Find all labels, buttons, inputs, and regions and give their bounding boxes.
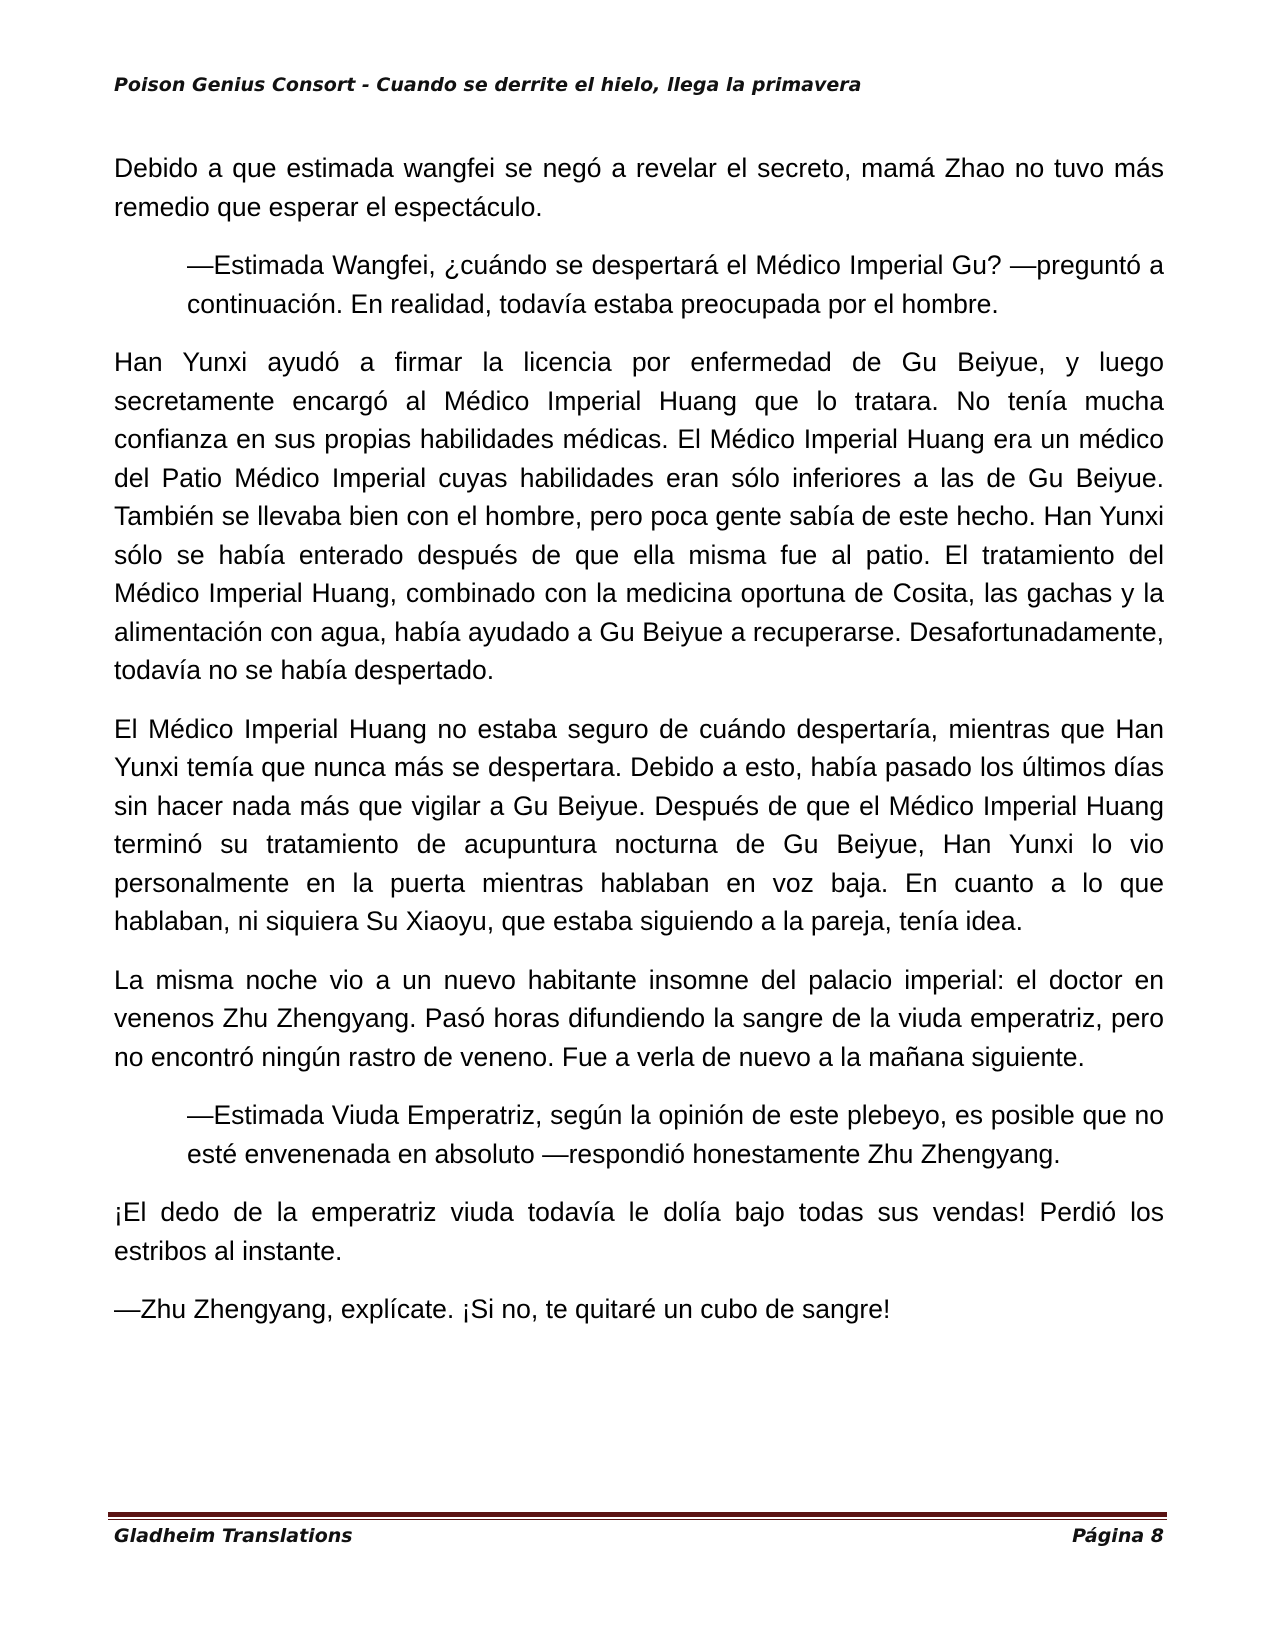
page-footer	[114, 1525, 1164, 1547]
footer-page-number: Página 8	[1072, 1525, 1164, 1547]
dialogue-paragraph: —Estimada Viuda Emperatriz, según la opinión de este plebeyo, es posible que no esté envenenada en absoluto —respondió honestamente Zhu Zhengyang.	[187, 1100, 1164, 1169]
paragraph: El Médico Imperial Huang no estaba seguro de cuándo despertaría, mientras que Han Yunxi temía que nunca más se despertara. Debido a esto, había pasado los últimos días sin hacer nada más que vigilar a Gu Beiyue. Después de que el Médico Imperial Huang terminó su tratamiento de acupuntura nocturna de Gu Beiyue, Han Yunxi lo vio personalmente en la puerta mientras hablaban en voz baja. En cuanto a lo que hablaban, ni siquiera Su Xiaoyu, que estaba siguiendo a la pareja, tenía idea.	[114, 713, 1164, 936]
footer-divider-thick	[108, 1512, 1167, 1517]
dialogue-paragraph: —Estimada Wangfei, ¿cuándo se despertará el Médico Imperial Gu? —preguntó a continuación. En realidad, todavía estaba preocupada por el hombre.	[187, 250, 1164, 319]
dialogue-paragraph: —Zhu Zhengyang, explícate. ¡Si no, te quitaré un cubo de sangre!	[114, 1294, 891, 1324]
page-body	[114, 149, 1164, 1349]
paragraph: Debido a que estimada wangfei se negó a revelar el secreto, mamá Zhao no tuvo más remedio que esperar el espectáculo.	[114, 153, 1164, 222]
paragraph: Han Yunxi ayudó a firmar la licencia por enfermedad de Gu Beiyue, y luego secretamente encargó al Médico Imperial Huang que lo tratara. No tenía mucha confianza en sus propias habilidades médicas. El Médico Imperial Huang era un médico del Patio Médico Imperial cuyas habilidades eran sólo inferiores a las de Gu Beiyue. También se llevaba bien con el hombre, pero poca gente sabía de este hecho. Han Yunxi sólo se había enterado después de que ella misma fue al patio. El tratamiento del Médico Imperial Huang, combinado con la medicina oportuna de Cosita, las gachas y la alimentación con agua, había ayudado a Gu Beiyue a recuperarse. Desafortunadamente, todavía no se había despertado.	[114, 347, 1164, 685]
footer-translator: Gladheim Translations	[114, 1525, 353, 1547]
footer-divider-thin	[108, 1519, 1167, 1520]
footer-divider	[108, 1512, 1167, 1520]
page-header-title: Poison Genius Consort - Cuando se derrite el hielo, llega la primavera	[114, 74, 862, 96]
paragraph: La misma noche vio a un nuevo habitante insomne del palacio imperial: el doctor en venenos Zhu Zhengyang. Pasó horas difundiendo la sangre de la viuda emperatriz, pero no encontró ningún rastro de veneno. Fue a verla de nuevo a la mañana siguiente.	[114, 964, 1164, 1072]
paragraph: ¡El dedo de la emperatriz viuda todavía le dolía bajo todas sus vendas! Perdió los estribos al instante.	[114, 1197, 1164, 1266]
